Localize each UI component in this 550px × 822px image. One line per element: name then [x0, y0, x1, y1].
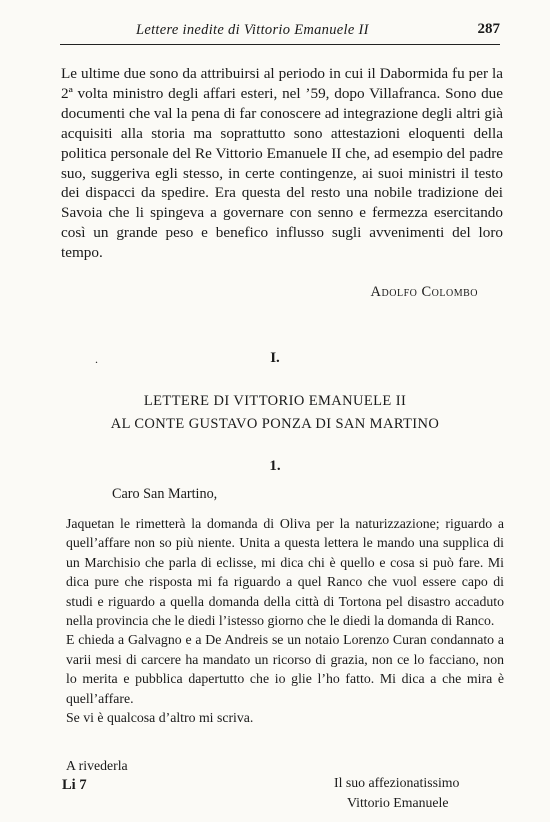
section-heading-line2: AL CONTE GUSTAVO PONZA DI SAN MARTINO: [110, 416, 440, 432]
letter-paragraph-3: Se vi è qualcosa d’altro mi scriva.: [66, 710, 254, 726]
letter-salutation: Caro San Martino,: [112, 486, 218, 502]
section-heading-line1: LETTERE DI VITTORIO EMANUELE II: [143, 393, 407, 409]
intro-paragraph: Le ultime due sono da attribuirsi al periodo in cui il Dabormida fu per la 2ª volta ministro degli affari esteri, nel ’59, dopo Villafranca. Sono due documenti che val la pena di far conoscere ad integrazione degli altri già acquisiti alla storia ma soprattutto sono attestazioni eloquenti della politica personale del Re Vittorio Emanuele II che, ad esempio del padre suo, suggeriva egli stesso, in certe contingenze, ai suoi ministri il testo dei dispacci da spedire. Era questa del resto una nobile tradizione dei Savoia che li spingeva a governare con senno e fermezza esercitando così un grande peso e benefico influsso sugli avvenimenti del loro tempo.: [61, 65, 503, 262]
page-header: [60, 20, 500, 45]
letter-body: [66, 514, 504, 727]
letter-paragraph-2: E chieda a Galvagno e a De Andreis se un notaio Lorenzo Curan condannato a varii mesi di carcere ha mandato un ricorso di grazia, non ce lo facciano, non lo merita e pubblica dapertutto che io glie l’ho fatto. Mi dica a che mira è quell’affare.: [66, 632, 504, 706]
intro-text: [61, 64, 503, 263]
author-signature: Adolfo Colombo: [370, 284, 478, 300]
stray-dot: .: [95, 352, 98, 366]
section-number: I.: [270, 350, 280, 366]
letter-date: Li 7: [62, 777, 87, 793]
letter-sign-line2: Vittorio Emanuele: [347, 795, 449, 810]
letter-sign-line1: Il suo affezionatissimo: [334, 775, 460, 790]
letter-paragraph-1: Jaquetan le rimetterà la domanda di Oliva per la naturizzazione; riguardo a quell’affare non so più niente. Unita a questa lettera le mando una supplica di un Marchisio che parla di eclisse, mi dica chi è quello e cosa si può fare. Mi dica pure che risposta mi fa riguardo a quel Ranco che vuol essere capo di studi e riguardo a quella domanda della città di Tortona pel disastro accaduto nella provincia che le diedi l’istesso giorno che le diedi la domanda di Ranco.: [66, 516, 504, 629]
running-title: Lettere inedite di Vittorio Emanuele II: [136, 22, 369, 38]
page-number: 287: [477, 21, 500, 37]
letter-number: 1.: [269, 458, 281, 474]
letter-closing: A rivederla: [66, 758, 128, 773]
